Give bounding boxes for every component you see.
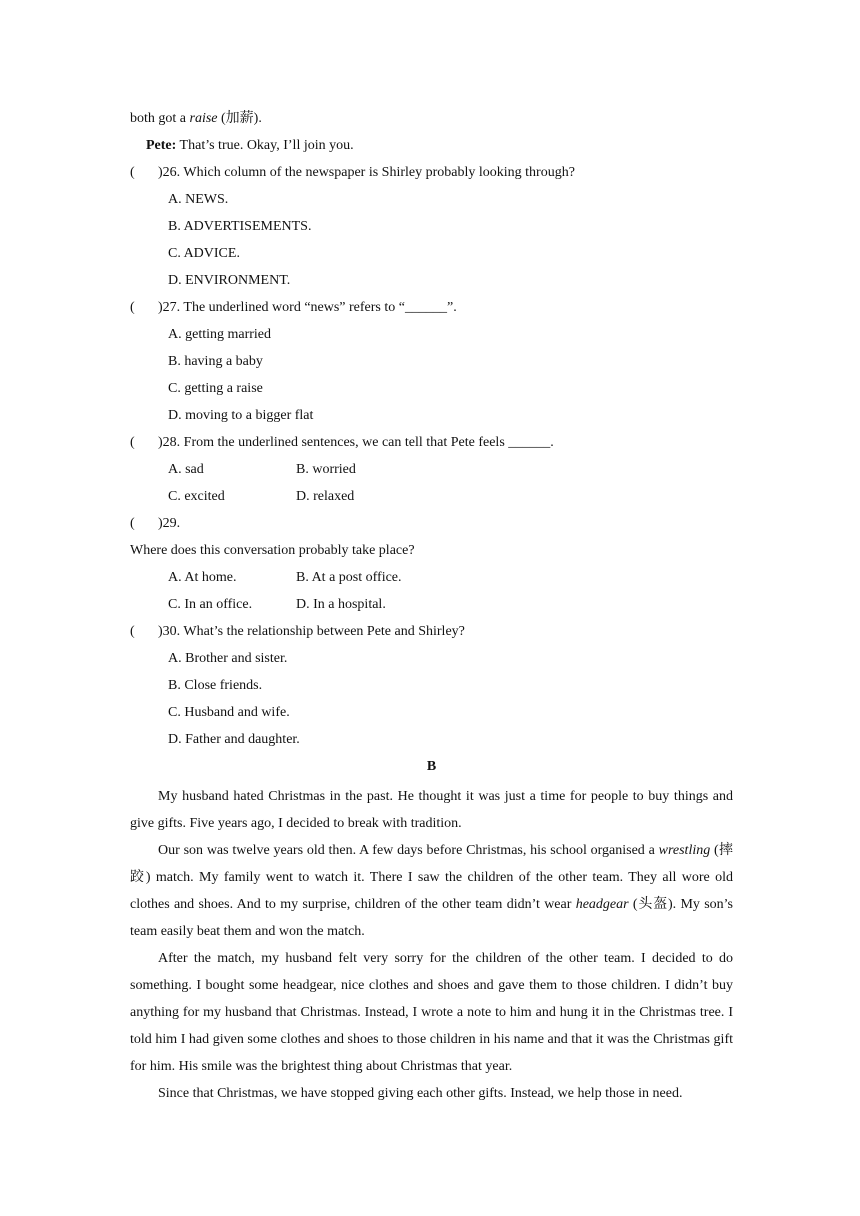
option-row	[130, 567, 733, 594]
question-stem: )28. From the underlined sentences, we can tell that Pete feels ______.	[158, 435, 554, 450]
option-b: B. Close friends.	[168, 678, 263, 693]
speaker-name: Pete:	[146, 138, 177, 153]
question-stem: )27. The underlined word “news” refers to “______”.	[158, 300, 457, 315]
answer-blank[interactable]: (	[130, 300, 135, 315]
paragraph-text: (摔跤) match. My family went to watch it. There I saw the children of the other team. They all wore old clothes and shoes. And to my surprise, children of the other team didn’t wear	[130, 843, 733, 912]
dialogue-text: That’s true. Okay, I’ll join you.	[176, 138, 354, 153]
option-a: A. At home.	[168, 570, 237, 585]
option-a: A. Brother and sister.	[168, 651, 288, 666]
option-d: D. relaxed	[296, 489, 355, 504]
option-c: C. excited	[168, 489, 225, 504]
option-a: A. sad	[168, 462, 204, 477]
option-b: B. At a post office.	[296, 570, 402, 585]
option-b: B. having a baby	[168, 354, 263, 369]
option-b: B. ADVERTISEMENTS.	[168, 219, 312, 234]
option-d: D. Father and daughter.	[168, 732, 300, 747]
option-c: C. In an office.	[168, 597, 253, 612]
answer-blank[interactable]: (	[130, 624, 135, 639]
option-d: D. In a hospital.	[296, 597, 386, 612]
passage-line	[130, 108, 733, 135]
option-c: C. Husband and wife.	[168, 705, 290, 720]
vocab-word: raise	[189, 111, 218, 126]
section-heading: B	[426, 759, 437, 774]
question-number: )29.	[158, 516, 181, 531]
paragraph-text: (头盔). My son’s team easily beat them and won the match.	[130, 897, 734, 939]
option-row	[130, 594, 733, 621]
answer-blank[interactable]: (	[130, 435, 135, 450]
option-row	[130, 486, 733, 513]
option-a: A. getting married	[168, 327, 272, 342]
paragraph-3: After the match, my husband felt very sorry for the children of the other team. I decided to do something. I bought some headgear, nice clothes and shoes and gave them to those children. I didn’t buy anything for my husband that Christmas. Instead, I wrote a note to him and hung it in the Christmas tree. I told him I had given some clothes and shoes to those children in his name and that it was the Christmas gift for him. His smile was the brightest thing about Christmas that year.	[130, 951, 733, 1074]
paragraph-2	[130, 837, 733, 945]
question-26	[130, 162, 733, 189]
vocab-word: wrestling	[658, 843, 711, 858]
vocab-word: headgear	[575, 897, 629, 912]
question-stem: Where does this conversation probably take place?	[130, 543, 415, 558]
option-d: D. moving to a bigger flat	[168, 408, 314, 423]
document-page	[130, 108, 733, 1107]
passage-text: (加薪).	[217, 111, 262, 126]
option-d: D. ENVIRONMENT.	[168, 273, 291, 288]
paragraph-text: Our son was twelve years old then. A few days before Christmas, his school organised a	[158, 843, 659, 858]
question-stem: )26. Which column of the newspaper is Shirley probably looking through?	[158, 165, 575, 180]
question-30	[130, 621, 733, 648]
option-b: B. worried	[296, 462, 356, 477]
answer-blank[interactable]: (	[130, 165, 135, 180]
option-c: C. ADVICE.	[168, 246, 240, 261]
paragraph-4: Since that Christmas, we have stopped giving each other gifts. Instead, we help those in need.	[158, 1086, 683, 1101]
dialogue-line	[130, 135, 733, 162]
passage-text: both got a	[130, 111, 190, 126]
answer-blank[interactable]: (	[130, 516, 135, 531]
question-29	[130, 513, 733, 540]
question-stem: )30. What’s the relationship between Pete and Shirley?	[158, 624, 465, 639]
paragraph-1: My husband hated Christmas in the past. He thought it was just a time for people to buy things and give gifts. Five years ago, I decided to break with tradition.	[130, 789, 733, 831]
option-a: A. NEWS.	[168, 192, 229, 207]
question-27	[130, 297, 733, 324]
option-c: C. getting a raise	[168, 381, 263, 396]
option-row	[130, 459, 733, 486]
question-28	[130, 432, 733, 459]
